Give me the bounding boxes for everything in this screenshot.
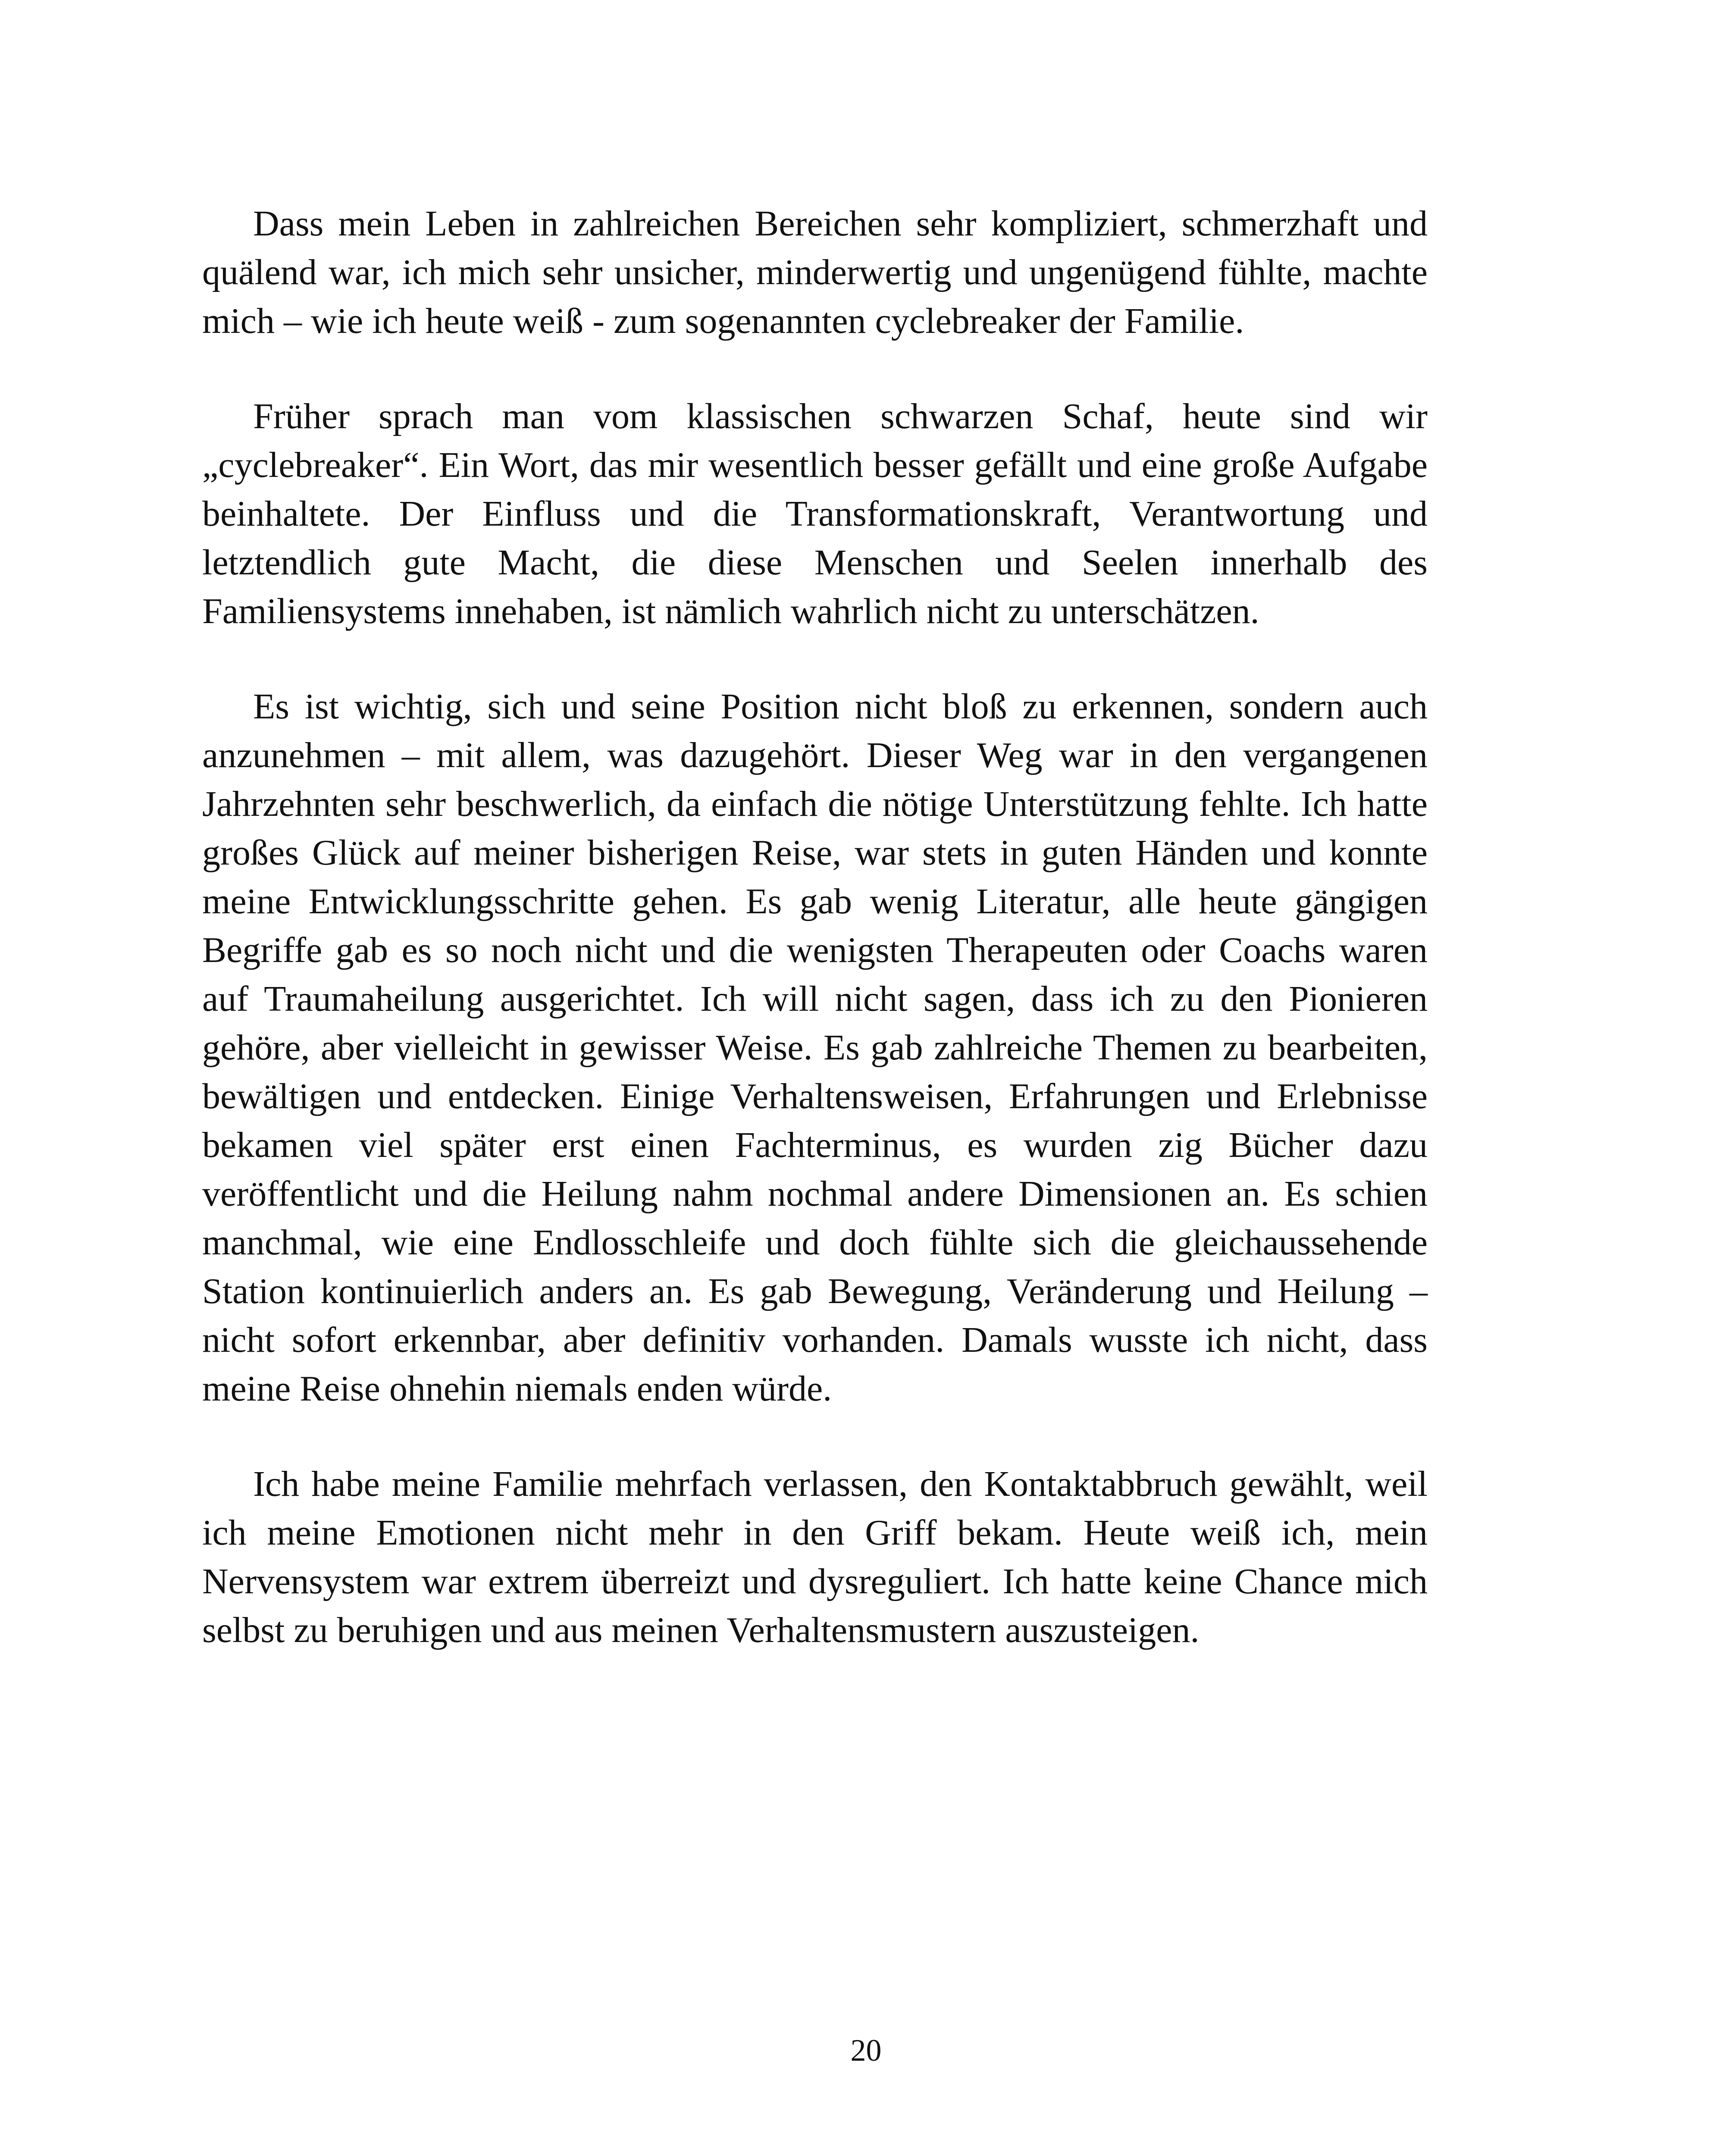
paragraph-1: Dass mein Leben in zahlreichen Bereichen sehr kompliziert, schmerzhaft und quälend war, ich mich sehr unsicher, minderwertig und ungenügend fühlte, machte mich – wie ich heute weiß - zum sogenannten cyclebreaker der Familie.	[202, 204, 1428, 341]
paragraph-4: Ich habe meine Familie mehrfach verlassen, den Kontaktabbruch gewählt, weil ich meine Emotionen nicht mehr in den Griff bekam. Heute weiß ich, mein Nervensystem war extrem überreizt und dysreguliert. Ich hatte keine Chance mich selbst zu beruhigen und aus meinen Verhaltensmustern auszusteigen.	[202, 1464, 1428, 1650]
page-number: 20	[850, 2033, 882, 2068]
body-text	[202, 199, 1428, 1655]
paragraph-2: Früher sprach man vom klassischen schwarzen Schaf, heute sind wir „cyclebreaker“. Ein Wort, das mir wesentlich besser gefällt und eine große Aufgabe beinhaltete. Der Einfluss und die Transformationskraft, Verantwortung und letztendlich gute Macht, die diese Menschen und Seelen innerhalb des Familiensystems innehaben, ist nämlich wahrlich nicht zu unterschätzen.	[202, 396, 1428, 631]
paragraph-3: Es ist wichtig, sich und seine Position nicht bloß zu erkennen, sondern auch anzunehmen – mit allem, was dazugehört. Dieser Weg war in den vergangenen Jahrzehnten sehr beschwerlich, da einfach die nötige Unterstützung fehlte. Ich hatte großes Glück auf meiner bisherigen Reise, war stets in guten Händen und konnte meine Entwicklungsschritte gehen. Es gab wenig Literatur, alle heute gängigen Begriffe gab es so noch nicht und die wenigsten Therapeuten oder Coachs waren auf Traumaheilung ausgerichtet. Ich will nicht sagen, dass ich zu den Pionieren gehöre, aber vielleicht in gewisser Weise. Es gab zahlreiche Themen zu bearbeiten, bewältigen und entdecken. Einige Verhaltensweisen, Erfahrungen und Erlebnisse bekamen viel später erst einen Fachterminus, es wurden zig Bücher dazu veröffentlicht und die Heilung nahm nochmal andere Dimensionen an. Es schien manchmal, wie eine Endlosschleife und doch fühlte sich die gleichaussehende Station kontinuierlich anders an. Es gab Bewegung, Veränderung und Heilung – nicht sofort erkennbar, aber definitiv vorhanden. Damals wusste ich nicht, dass meine Reise ohnehin niemals enden würde.	[202, 686, 1428, 1409]
